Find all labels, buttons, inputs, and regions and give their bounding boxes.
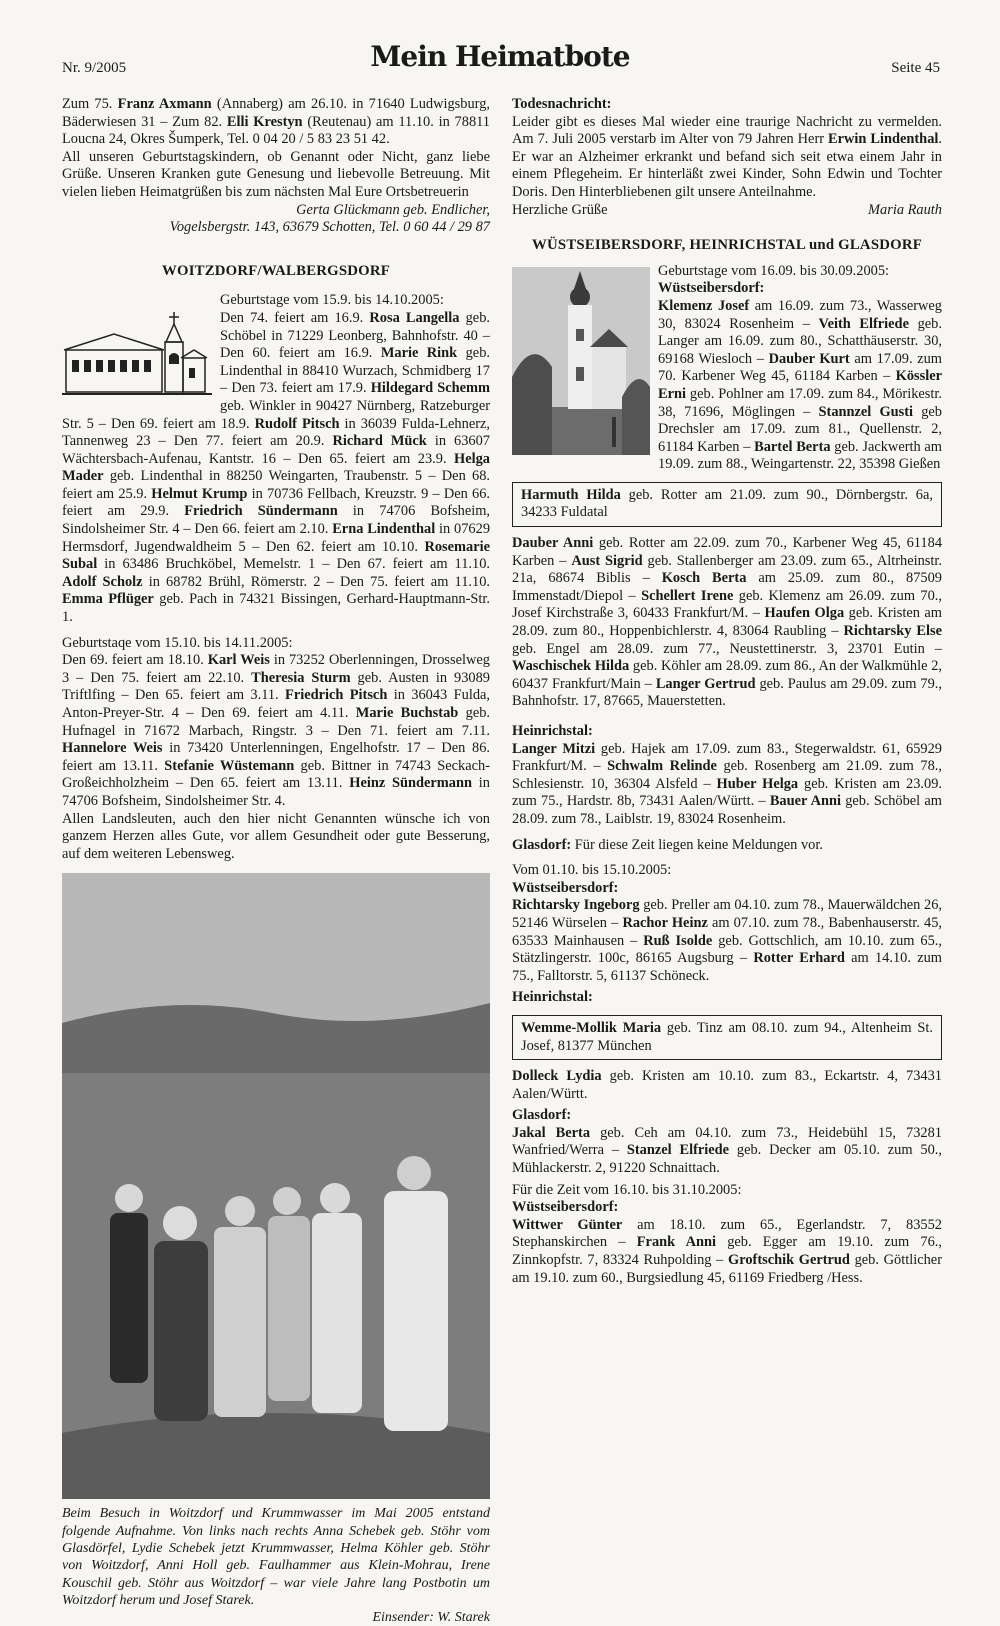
subhead-glasdorf: Glasdorf: [512,1107,572,1124]
page-number: Seite 45 [891,60,940,76]
death-notice-signature: Herzliche Grüße Maria Rauth [512,201,942,218]
signature-line: Gerta Glückmann geb. Endlicher, [296,201,490,218]
signature-address: Vogelsbergstr. 143, 63679 Schotten, Tel. 0 60 44 / 29 87 [169,219,490,236]
birthdays-sep-wuest-cont: Dauber Anni geb. Rotter am 22.09. zum 70., Karbener Weg 45, 61184 Karben – Aust Sigrid geb. Stallenberger am 23.09. zum 65., Altrheinstr. 21a, 68674 Biblis – Kosch Berta am 25.09. zum 80., 87509 Immenstadt/Diepol – Schellert Irene geb. Klemenz am 26.09. zum 70., Josef Kirchstraße 3, 60433 Frankfurt/M. – Haufen Olga geb. Kristen am 28.09. zum 80., Hoppenbichlerstr. 4, 83064 Raubling – Richtarsky Else geb. Engel am 28.09. zum 77., Neustettinerstr. 3, 23701 Eutin – Waschischek Hilda geb. Köhler am 28.09. zum 86., An der Walkmühle 2, 60437 Frankfurt/Main – Langer Gertrud geb. Paulus am 29.09. zum 79., Bahnhofstr. 17, 87665, Mauerstetten. [512,535,943,710]
section-title-woitzdorf: WOITZDORF/WALBERGSDORF [161,262,391,279]
intro-paragraph: Zum 75. Franz Axmann (Annaberg) am 26.10. in 71640 Ludwigsburg, Bäderwiesen 31 – Zum 82. Elli Krestyn (Reutenau) am 11.10. in 78811 Loucna 24, Okres Šumperk, Tel. 0 04 20 / 5 83 23 51 42. [62,96,490,148]
birthdays-oct-nov: Geburtstaqe vom 15.10. bis 14.11.2005: Den 69. feiert am 18.10. Karl Weis in 73252 Oberlenningen, Drosselweg 3 – Den 75. feiert am 22.10. Theresia Sturm geb. Austen in 93089 Triftlfing – Den 65. feiert am 3.11. Friedrich Pitsch in 36043 Fulda, Anton-Preyer-Str. 4 – Den 69. feiert am 4.11. Marie Buchstab geb. Hufnagel in 71672 Marbach, Ringstr. 3 – Den 71. feiert am 7.11. Hannelore Weis in 73420 Unterlenningen, Engelhofstr. 17 – Den 86. feiert am 13.11. Stefanie Wüstemann geb. Bittner in 74743 Seckach-Großeichholzheim – Den 65. feiert am 13.11. Heinz Sündermann in 74706 Bofsheim, Sindolsheimer Str. 4. [62,634,491,809]
masthead-title: Mein Heimatbote [370,40,630,73]
subhead-heinrichstal-1: Heinrichstal: [512,723,593,739]
subhead-wuest-3: Wüstseibersdorf: [512,1199,619,1216]
highlight-box-harmuth: Harmuth Hilda geb. Rotter am 21.09. zum 90., Dörnbergstr. 6a, 34233 Fuldatal [512,482,942,527]
highlight-box-wemme: Wemme-Mollik Maria geb. Tinz am 08.10. zum 94., Altenheim St. Josef, 81377 München [512,1015,942,1060]
period-oct-1: Vom 01.10. bis 15.10.2005: [512,862,672,879]
subhead-wuest-2: Wüstseibersdorf: [512,879,619,896]
issue-number: Nr. 9/2005 [62,60,127,76]
glasdorf-no-reports: Glasdorf: Für diese Zeit liegen keine Meldungen vor. [512,836,823,853]
photo-sender: Einsender: W. Starek [372,1610,490,1626]
subhead-heinrichstal-2: Heinrichstal: [512,989,593,1006]
right-column [512,96,942,1287]
greeting-paragraph: All unseren Geburtstagskindern, ob Genannt oder Nicht, ganz liebe Grüße. Unseren Kranken gute Genesung und liebevolle Betreuung. Mit vielen lieben Heimatgrüßen bis zum nächsten Mal Eure Ortsbetreuerin [62,148,490,200]
group-photo [62,873,490,1499]
birthdays-sep-wuest: Geburtstage vom 16.09. bis 30.09.2005: Wüstseibersdorf: Klemenz Josef am 16.09. zum 73., Wasserweg 30, 83024 Rosenheim – Veith Elfriede geb. Langer am 16.09. zum 80., Schatthäuserstr. 30, 69168 Wiesloch – Dauber Kurt am 17.09. zum 70. Karbener Weg 45, 61184 Karben – Kössler Erni geb. Pohlner am 17.09. zum 84., Mörikestr. 38, 71696, Möglingen – Stannzel Gusti geb Drechsler am 17.09. zum 81., Quellenstr. 2, 61184 Karben – Bartel Berta geb. Jackwerth am 19.09. zum 88., Weingartenstr. 22, 35398 Gießen [658,262,942,473]
closing-wishes: Allen Landsleuten, auch den hier nicht Genannten wünsche ich von ganzem Herzen alles Gute, vor allem Gesundheit oder gute Besserung, auf dem weiteren Lebensweg. [62,810,490,862]
birthdays-oct-wuest: Richtarsky Ingeborg geb. Preller am 04.10. zum 78., Mauerwäldchen 26, 52146 Würselen – Rachor Heinz am 07.10. zum 78., Babenhauserstr. 45, 63533 Mainhausen – Ruß Isolde geb. Gottschlich, am 10.10. zum 65., Stätzlingerstr. 100c, 86165 Augsburg – Rotter Erhard am 14.10. zum 75., Falltorstr. 5, 61137 Schöneck. [512,897,943,984]
death-notice-heading: Todesnachricht: [512,96,612,112]
death-notice-text: Leider gibt es dieses Mal wieder eine traurige Nachricht zu vermelden. Am 7. Juli 2005 verstarb im Alter von 79 Jahren Herr Erwin Lindenthal. Er war an Alzheimer erkrankt und befand sich seit etwa einem Jahr in einem Pflegeheim. Er hinterläßt zwei Kinder, Sohn Edwin und Tochter Doris. Den Hinterbliebenen gilt unsere Anteilnahme. [512,113,942,200]
photo-caption: Beim Besuch in Woitzdorf und Krummwasser im Mai 2005 entstand folgende Aufnahme. Von links nach rechts Anna Schebek geb. Stöhr vom Glasdörfel, Lydie Schebek jetzt Krummwasser, Helma Köhler geb. Stöhr von Woitzdorf, Anni Holl geb. Faulhammer aus Klein-Mohrau, Irene Kouschil geb. Stöhr aus Woitzdorf – war viele Jahre lang Postbotin um Woitzdorf herum und Josef Starek. [62,1506,490,1608]
church-photo [512,267,650,455]
left-column [62,96,490,1626]
birthdays-sep-heinrichstal: Langer Mitzi geb. Hajek am 17.09. zum 83., Stegerwaldstr. 61, 65929 Frankfurt/M. – Schwalm Relinde geb. Rosenberg am 21.09. zum 78., Schlesienstr. 10, 36304 Alsfeld – Huber Helga geb. Kristen am 23.09. zum 75., Hardstr. 8b, 73431 Aalen/Württ. – Bauer Anni geb. Schöbel am 28.09. zum 78., Laiblstr. 19, 83024 Rosenheim. [512,740,942,827]
birthdays-oct-heinrichstal: Dolleck Lydia geb. Kristen am 10.10. zum 83., Eckartstr. 4, 73431 Aalen/Württ. [512,1068,942,1102]
birthdays-late-oct-wuest: Wittwer Günter am 18.10. zum 65., Egerlandstr. 7, 83552 Stephanskirchen – Frank Anni geb. Egger am 19.10. zum 76., Zinnkopfstr. 7, 83324 Ruhpolding – Groftschik Gertrud geb. Göttlicher am 19.10. zum 60., Burgsiedlung 45, 61169 Friedberg /Hess. [512,1216,942,1286]
village-church-illustration [62,306,212,411]
birthdays-oct-glasdorf: Jakal Berta geb. Ceh am 04.10. zum 73., Heidebühl 15, 73281 Wanfried/Werra – Stanzel Elfriede geb. Decker am 05.10. zum 50., Mühlackerstr. 2, 91220 Schnaittach. [512,1124,942,1177]
birthdays-sep-oct: Geburtstage vom 15.9. bis 14.10.2005: Den 74. feiert am 16.9. Rosa Langella geb. Schöbel in 71229 Leonberg, Bahnhofstr. 40 – Den 60. feiert am 16.9. Marie Rink geb. Lindenthal in 88410 Wurzach, Schmidberg 17 – Den 73. feiert am 17.9. Hildegard Schemm geb. Winkler in 90427 Nürnberg, Ratzeburger Str. 5 – Den 69. feiert am 18.9. Rudolf Pitsch in 36039 Fulda-Lehnerz, Tannenweg 23 – Den 77. feiert am 20.9. Richard Mück in 63607 Wächtersbach-Aufenau, Kantstr. 16 – Den 65. feiert am 23.9. Helga Mader geb. Lindenthal in 88250 Weingarten, Traubenstr. 5 – Den 68. feiert am 25.9. Helmut Krump in 70736 Fellbach, Kreuzstr. 9 – Den 66. feiert am 29.9. Friedrich Sündermann in 74706 Bofsheim, Sindolsheimer Str. 4 – Den 66. feiert am 2.10. Erna Lindenthal in 07629 Hermsdorf, Jugendwaldheim 5 – Den 62. feiert am 10.10. Rosemarie Subal in 63486 Bruchköbel, Memelstr. 1 – Den 67. feiert am 11.10. Adolf Scholz in 68782 Brühl, Römerstr. 2 – Den 75. feiert am 11.10. Emma Pflüger geb. Pach in 74321 Bissingen, Gerhard-Hauptmann-Str. 1. [62,292,491,626]
period-oct-2: Für die Zeit vom 16.10. bis 31.10.2005: [512,1181,742,1198]
section-title-wuestseibersdorf: WÜSTSEIBERSDORF, HEINRICHSTAL und GLASDORF [532,237,922,254]
